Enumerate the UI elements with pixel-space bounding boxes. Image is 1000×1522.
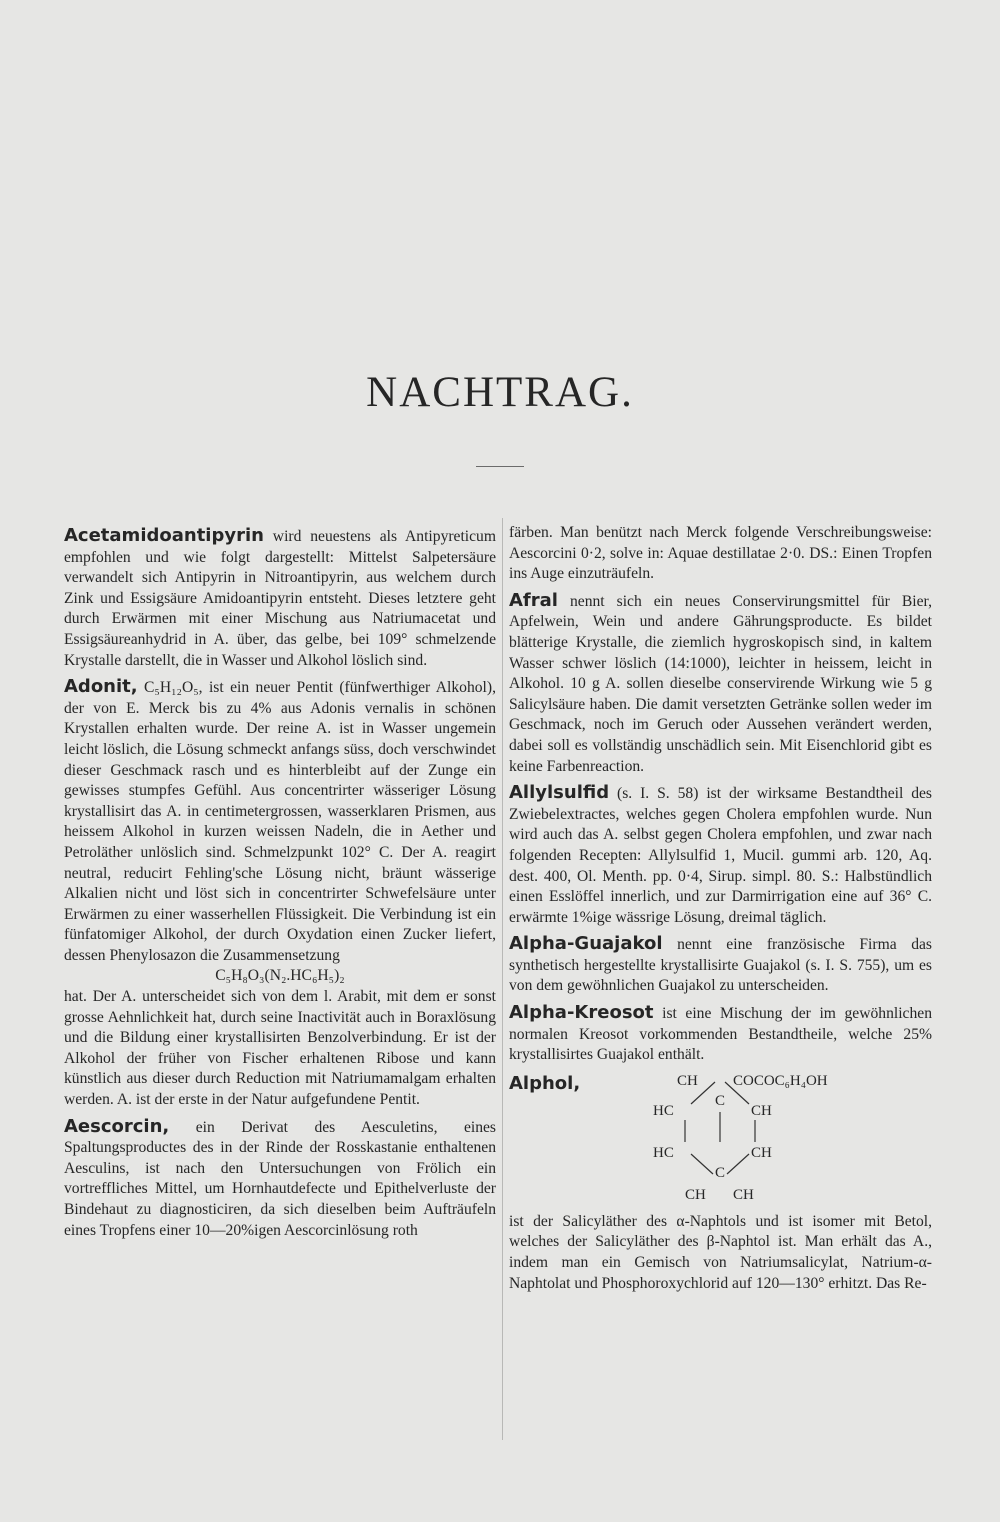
atom-label: HC	[653, 1144, 674, 1161]
entry-text: nennt sich ein neues Conservirungsmittel für Bier, Apfelwein, Wein und andere Gährungsproducte. Es bildet blätterige Krystalle, die ziemlich hygroskopisch sind, in kaltem Wasser schwer löslich (14:1000), leichter in heissem, leicht in Alkohol. 10 g A. sollen dieselbe conservirende Wirkung wie 5 g Salicylsäure haben. Die damit versetzten Getränke sollen weder im Geschmack, noch im Geruch oder Aussehen verändert werden, dabei soll es vollständig unschädlich sein. Mit Eisenchlorid gibt es keine Farbenreaction.	[509, 592, 932, 775]
entry-text: ein Derivat des Aesculetins, eines Spaltungsproductes des in der Rinde der Rosskastanie enthaltenen Aesculins, ist nach den Untersuchungen von Frölich ein vortreffliches Mittel, um Hornhautdefecte und Epithelverluste der Bindehaut zu diagnosticiren, da sich dieselben beim Aufträufeln eines Tropfens einer 10—20%igen Aescorcinlösung roth	[64, 1118, 496, 1239]
atom-label: COCOC₆H₄OH	[733, 1072, 828, 1089]
headword: Acetamidoantipyrin	[64, 525, 264, 546]
entry-text: ist eine Mischung der im gewöhnlichen normalen Kreosot vorkommenden Bestandtheile, welche 25% krystallisirtes Guajakol enthält.	[509, 1005, 932, 1064]
left-column	[64, 526, 496, 1241]
entry-aescorcin-continued: färben. Man benützt nach Merck folgende Verschreibungsweise: Aescorcini 0·2, solve in: Aquae destillatae 2·0. DS.: Einen Tropfen ins Auge einzuträufeln.	[509, 524, 932, 583]
entry-acetamidoantipyrin	[64, 526, 496, 671]
atom-label: CH	[733, 1186, 754, 1203]
structure-bonds	[629, 1074, 889, 1208]
entry-text: wird neuestens als Antipyreticum empfohlen und wie folgt dargestellt: Mittelst Salpetersäure verwandelt sich Antipyrin in Nitroantipyrin, aus welchem durch Zink und Essigsäure Amidoantipyrin entsteht. Dieses letztere geht durch Erwärmen mit einer Mischung aus Natriumacetat und Essigsäureanhydrid in A. über, das gelbe, bei 109° schmelzende Krystalle darstellt, die in Wasser und Alkohol löslich sind.	[64, 528, 496, 669]
entry-text: nennt eine französische Firma das synthetisch hergestellte krystallisirte Guajakol (s. I. S. 755), um es von dem gewöhnlichen Guajakol zu unterscheiden.	[509, 936, 932, 995]
entry-alphol	[509, 1074, 932, 1212]
entry-allylsulfid	[509, 783, 932, 928]
headword: Allylsulfid	[509, 782, 610, 804]
title-rule	[476, 466, 524, 467]
headword: Aescorcin,	[64, 1115, 170, 1137]
entry-afral	[509, 591, 932, 777]
entry-aescorcin	[64, 1117, 496, 1242]
alphol-structure-diagram	[629, 1074, 889, 1208]
phenylosazon-formula: C₅H₈O₃(N₂.HC₆H₅)₂	[215, 967, 345, 985]
entry-adonit-continued: hat. Der A. unterscheidet sich von dem l. Arabit, mit dem er sonst grosse Aehnlichkeit hat, durch seine Inactivität auch in Boraxlösung und die Bildung einer krystallisirten Benzolverbindung. Er ist der Alkohol der früher von Fischer erhaltenen Ribose und kann künstlich aus dieser durch Reduction mit Natriumamalgam erhalten werden. A. ist der erste in der Natur aufgefundene Pentit.	[64, 988, 496, 1109]
atom-label: C	[715, 1164, 726, 1181]
headword: Alpha-Guajakol	[509, 933, 663, 955]
headword: Alphol,	[509, 1072, 581, 1094]
right-column	[509, 523, 932, 1294]
entry-alpha-guajakol	[509, 934, 932, 997]
entry-text: (s. I. S. 58) ist der wirksame Bestandtheil des Zwiebelextractes, welches gegen Cholera empfohlen wurde. Nun wird auch das A. selbst gegen Cholera empfohlen, und zwar nach folgenden Recepten: Allylsulfid 1, Mucil. gummi arb. 120, Aq. dest. 400, Ol. Menth. pp. 0·4, Sirup. simpl. 80. S.: Halbstündlich einen Esslöffel innerlich, und zur Darmirrigation eine auf 36° C. erwärmte 1%ige wässrige Lösung, dreimal täglich.	[509, 785, 932, 926]
entry-alpha-kreosot	[509, 1003, 932, 1066]
atom-label: CH	[677, 1072, 698, 1089]
entry-alphol-text: ist der Salicyläther des α-Naphtols und ist isomer mit Betol, welches der Salicyläther des β-Naphtol ist. Man erhält das A., indem man ein Gemisch von Natriumsalicylat, Natrium-α-Naphtolat und Phosphoroxychlorid auf 120—130° erhitzt. Das Re-	[509, 1212, 932, 1292]
column-divider	[502, 518, 503, 1440]
headword: Afral	[509, 589, 558, 611]
atom-label: CH	[685, 1186, 706, 1203]
atom-label: C	[715, 1092, 726, 1109]
atom-label: CH	[751, 1144, 772, 1161]
atom-label: HC	[653, 1102, 674, 1119]
page-title: NACHTRAG.	[366, 369, 634, 416]
headword: Adonit,	[64, 676, 138, 698]
entry-text: C₅H₁₂O₅, ist ein neuer Pentit (fünfwerthiger Alkohol), der von E. Merck bis zu 4% aus Adonis vernalis in schönen Krystallen erhalten wurde. Der reine A. ist in Wasser ungemein leicht löslich, die Lösung schmeckt anfangs süss, doch verschwindet dieser Geschmack rasch und es hinterbleibt auf der Zunge ein gewisses stumpfes Gefühl. Aus concentrirter wässeriger Lösung krystallisirt das A. in centimetergrossen, wasserklaren Prismen, aus heissem Alkohol in kurzen weissen Nadeln, die in Aether und Petroläther unlöslich sind. Schmelzpunkt 102° C. Der A. reagirt neutral, reducirt Fehling'sche Lösung nicht, bräunt wässerige Alkalien nicht und löst sich in concentrirter Schwefelsäure unter Erwärmen zu einer wasserhellen Flüssigkeit. Die Verbindung ist ein fünfatomiger Alkohol, der durch Oxydation einen Zucker liefert, dessen Phenylosazon die Zusammensetzung	[64, 679, 496, 964]
atom-label: CH	[751, 1102, 772, 1119]
headword: Alpha-Kreosot	[509, 1002, 654, 1024]
entry-adonit	[64, 677, 496, 966]
